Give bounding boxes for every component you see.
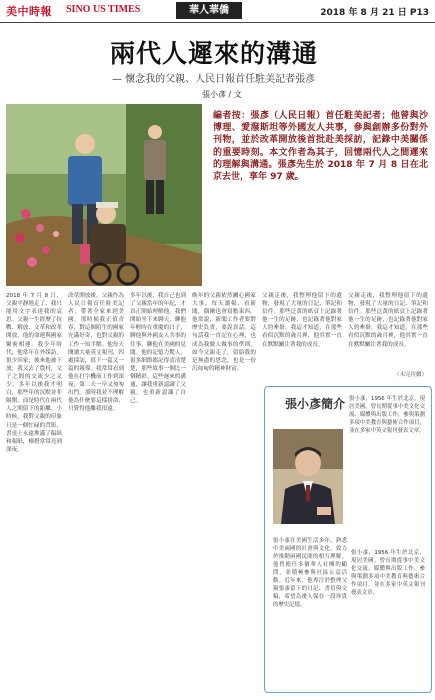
author-portrait [273,429,343,524]
headline: 兩代人遲來的溝通 [110,39,319,68]
family-photo [6,104,202,286]
subheadline: — 懷念我的父親、人民日報首任駐美記者張彥 [112,74,316,85]
article-column-2: 改革開放後，父親作為人民日報首任駐美記者，帶著全家來到美國。那時候我正值青春，對這個陌生的國家充滿好奇，也對父親的工作一知半解。他每天閱讀大量英文報刊，四處採訪，寫下一篇又一篇的報導。我常常看到他在打字機前工作到深夜，第二天一早又匆匆出門。那時我並不理解他為什麼要這樣拼命，只覺得他離我很遠。 [68,293,124,413]
author-profile-box [264,386,432,693]
profile-bio-bottom-cont: 張小彥，1956 年生於北京，現居美國。曾長期從事中美文化交流、媒體與出版工作，參與策劃多項中美教育與藝術合作項目，並在多家中英文報刊發表文章。 [351,550,425,596]
article-column-6: 父親走後，我整理他留下的遺物，發現了大量的日記、筆記和信件。那些泛黃的紙頁上記錄著他一生的足跡，也記錄著他對家人的牽掛。我這才知道，在那些看似沉默的歲月裡，他其實一直在默默關注著我的成長。 [348,293,428,348]
article-column-4: 晚年的父親依然關心國家大事，每天讀報、看新聞，偶爾也會寫點東西。他常說，新聞工作者要對歷史負責，要說真話。這句話我一直記在心裡，也成為我做人做事的準則。如今父親走了，留給我的是無盡的思念，也是一份沉甸甸的精神財富。 [192,293,256,372]
section-label: 華人華僑 [176,2,242,19]
article-column-1: 2018 年 7 月 8 日，父親平靜地走了，我只能用文字表達我的哀思。父親一生經歷了抗戰、解放、文革和改革開放，他的命運與國家緊密相連。我少年時代，他常年在外採訪，很少回家；後來他被下放，我又去了農村，父子之間的交流少之又少。多年以後我才明白，那些年的沉默並非隔閡，而是時代在兩代人之間留下的距離。小時候，我對父親的印象只是一個忙碌的背影，書桌上永遠堆滿了稿紙和報紙，檯燈常常亮到深夜。 [6,293,62,453]
newspaper-logo: 美中時報 [6,5,52,18]
editor-note: 編者按：張彥（人民日報）首任駐美記者；他曾與沙博理、愛潑斯坦等外國友人共事，參與創辦多份對外刊物，並於改革開放後首批赴美採訪，記錄中美關係的重要時刻。本文作者為其子，回憶兩代人之間遲來的理解與溝通。張彥先生於 2018 年 7 月 8 日在北京去世，享年 97 歲。 [213,111,428,183]
masthead [0,0,435,23]
newspaper-name-en: SINO US TIMES [66,4,141,15]
family-photo-image [6,104,202,286]
article-column-5: 父親走後，我整理他留下的遺物，發現了大量的日記、筆記和信件。那些泛黃的紙頁上記錄著他一生的足跡，也記錄著他對家人的牽掛。我這才知道，在那些看似沉默的歲月裡，他其實一直在默默關注著我的成長。 [262,293,342,348]
profile-title: 張小彥簡介 [284,397,345,411]
article-column-3: 多年以後，我自己也到了父親當年的年紀，才真正開始理解他。我們開始坐下來聊天，聊他年輕時在重慶的日子，聊他與外國友人共事的往事，聊他在美國的見聞。他的記憶力驚人，很多細節都記得清清楚楚，那些故事一個比一個精彩。這些遲來的溝通，讓我重新認識了父親，也重新認識了自己。 [130,293,186,405]
date-page: 2018 年 8 月 21 日 P13 [320,8,429,18]
profile-bio-bottom: 張小彥在美國生活多年，熟悉中美兩國的社會與文化，致力於推動兩國民間的相互理解。他曾擔任多個華人社團的顧問，並積極參與社區公益活動。近年來，他專注於整理父親張彥留下的日記、書信與文稿，希望為後人保存一段珍貴的歷史記憶。 [273,538,347,608]
profile-bio-right: 張小彥，1956 年生於北京，現居美國。曾長期從事中美文化交流、媒體與出版工作，參與策劃多項中美教育與藝術合作項目，並在多家中英文報刊發表文章。 [349,396,425,434]
byline: 張小彥 / 文 [202,90,242,99]
continued-note: （未完待續） [393,372,427,378]
author-portrait-image [273,429,343,524]
